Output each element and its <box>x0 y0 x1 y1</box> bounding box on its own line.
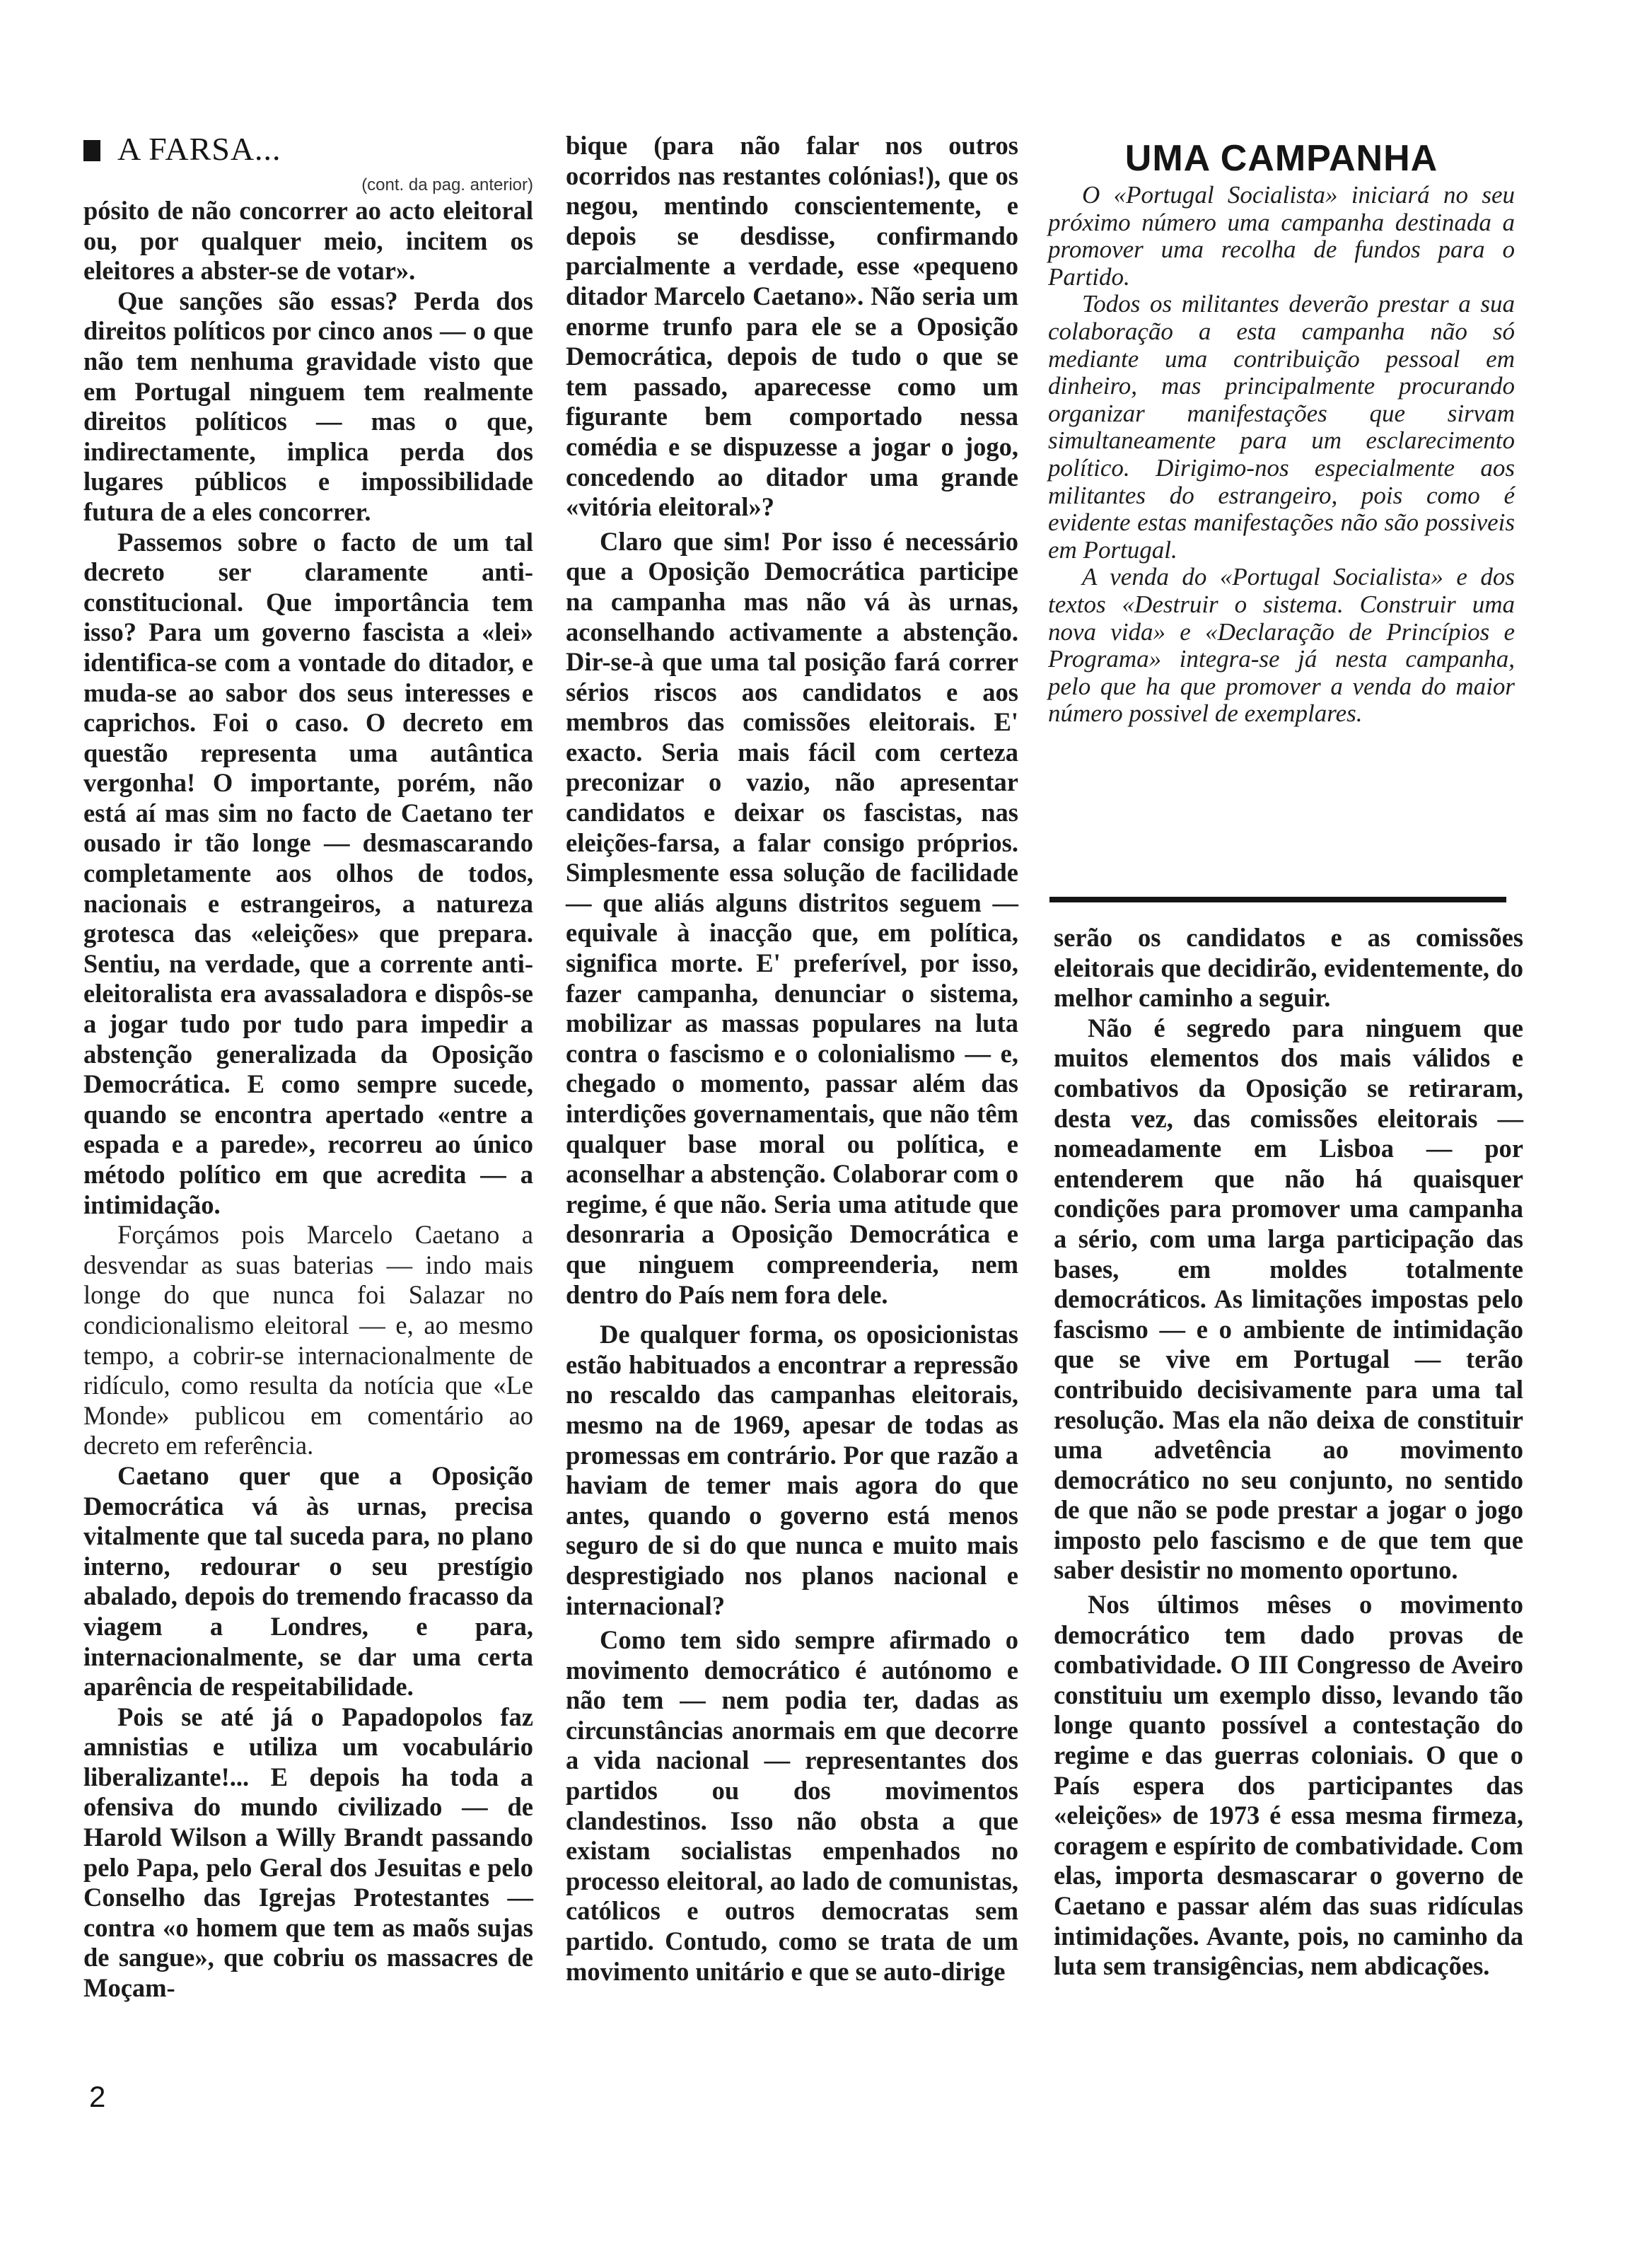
paragraph: pósito de não concorrer ao acto eleitoral ou, por qualquer meio, incitem os eleitores a abster-se de votar». <box>83 196 533 286</box>
paragraph: Como tem sido sempre afirmado o movimento democrático é autónomo e não tem — nem podia ter, dadas as circunstâncias anormais em que decorre a vida nacional — representantes dos partidos ou dos movimentos clandestinos. Isso não obsta a que existam socialistas empenhados no processo eleitoral, ao lado de comunistas, católicos e outros democratas sem partido. Contudo, como se trata de um movimento unitário e que se auto-dirige <box>566 1625 1018 1986</box>
paragraph: serão os candidatos e as comissões eleitorais que decidirão, evidentemente, do melhor caminho a seguir. <box>1054 923 1523 1013</box>
article-column-3 <box>1054 923 1523 1982</box>
square-bullet-icon <box>83 140 100 161</box>
paragraph: Caetano quer que a Oposição Democrática vá às urnas, precisa vitalmente que tal suceda para, no plano interno, redourar o seu prestígio abalado, depois do tremendo fracasso da viagem a Londres, e para, internacionalmente, se dar uma certa aparência de respeitabilidade. <box>83 1460 533 1702</box>
continuation-note: (cont. da pag. anterior) <box>361 175 533 194</box>
paragraph: bique (para não falar nos outros ocorridos nas restantes colónias!), que os negou, mentindo conscientemente, e depois se desdisse, confirmando parcialmente a verdade, esse «pequeno ditador Marcelo Caetano». Não seria um enorme trunfo para ele se a Oposição Democrática, depois de tudo o que se tem passado, aparecesse como um figurante bem comportado nessa comédia e se dispuzesse a jogar o jogo, concedendo ao ditador uma grande «vitória eleitoral»? <box>566 131 1018 522</box>
campaign-box <box>1048 138 1515 728</box>
article-heading <box>83 131 533 168</box>
campaign-paragraph: Todos os militantes deverão prestar a sua colaboração a esta campanha não só mediante uma contribuição pessoal em dinheiro, mas principalmente procurando organizar manifestações que sirvam simultaneamente para um esclarecimento político. Dirigimo-nos especialmente aos militantes do estrangeiro, pois como é evidente estas manifestações não são possiveis em Portugal. <box>1048 290 1515 564</box>
article-title: A FARSA... <box>117 131 281 167</box>
paragraph: Nos últimos mêses o movimento democrático tem dado provas de combatividade. O III Congresso de Aveiro constituiu um exemplo disso, levando tão longe quanto possível a contestação do regime e das guerras coloniais. O que o País espera dos participantes das «eleições» de 1973 é essa mesma firmeza, coragem e espírito de combatividade. Com elas, importa desmascarar o governo de Caetano e passar além das suas ridículas intimidações. Avante, pois, no caminho da luta sem transigências, nem abdicações. <box>1054 1590 1523 1981</box>
campaign-paragraph: O «Portugal Socialista» iniciará no seu próximo número uma campanha destinada a promover uma recolha de fundos para o Partido. <box>1048 181 1515 291</box>
campaign-title: UMA CAMPANHA <box>1124 138 1438 179</box>
paragraph: De qualquer forma, os oposicionistas estão habituados a encontrar a repressão no rescaldo das campanhas eleitorais, mesmo na de 1969, apesar de todas as promessas em contrário. Por que razão a haviam de temer mais agora do que antes, quando o governo está menos seguro de si do que nunca e muito mais desprestigiado nos planos nacional e internacional? <box>566 1320 1018 1620</box>
article-column-2 <box>566 131 1018 1987</box>
article-column-1 <box>83 131 533 2004</box>
paragraph: Pois se até já o Papadopolos faz amnistias e utiliza um vocabulário liberalizante!... E depois ha toda a ofensiva do mundo civilizado — de Harold Wilson a Willy Brandt passando pelo Papa, pelo Geral dos Jesuitas e pelo Conselho das Igrejas Protestantes — contra «o homem que tem as maõs sujas de sangue», que cobriu os massacres de Moçam- <box>83 1702 533 2003</box>
paragraph: Não é segredo para ninguem que muitos elementos dos mais válidos e combativos da Oposição se retiraram, desta vez, das comissões eleitorais — nomeadamente em Lisboa — por entenderem que não há quaisquer condições para promover uma campanha a sério, com uma larga participação das bases, em moldes totalmente democráticos. As limitações impostas pelo fascismo — e o ambiente de intimidação que se vive em Portugal — terão contribuido decisivamente para uma tal resolução. Mas ela não deixa de constituir uma advetência ao movimento democrático no seu conjunto, no sentido de que não se pode prestar a jogar o jogo imposto pelo fascismo e de que tem que saber desistir no momento oportuno. <box>1054 1013 1523 1585</box>
page-number: 2 <box>89 2080 106 2113</box>
paragraph: Forçámos pois Marcelo Caetano a desvendar as suas baterias — indo mais longe do que nunca foi Salazar no condicionalismo eleitoral — e, ao mesmo tempo, a cobrir-se internacionalmente de ridículo, como resulta da notícia que «Le Monde» publicou em comentário ao decreto em referência. <box>83 1220 533 1460</box>
paragraph: Passemos sobre o facto de um tal decreto ser claramente anti-constitucional. Que importância tem isso? Para um governo fascista a «lei» identifica-se com a vontade do ditador, e muda-se ao sabor dos seus interesses e caprichos. Foi o caso. O decreto em questão representa uma autântica vergonha! O importante, porém, não está aí mas sim no facto de Caetano ter ousado ir tão longe — desmascarando completamente aos olhos de todos, nacionais e estrangeiros, a natureza grotesca das «eleições» que prepara. Sentiu, na verdade, que a corrente anti-eleitoralista era avassaladora e dispôs-se a jogar tudo por tudo para impedir a abstenção generalizada da Oposição Democrática. E como sempre sucede, quando se encontra apertado «entre a espada e a parede», recorreu ao único método político em que acredita — a intimidação. <box>83 527 533 1219</box>
paragraph: Que sanções são essas? Perda dos direitos políticos por cinco anos — o que não tem nenhuma gravidade visto que em Portugal ninguem tem realmente direitos políticos — mas o que, indirectamente, implica perda dos lugares públicos e impossibilidade futura de a eles concorrer. <box>83 286 533 526</box>
paragraph: Claro que sim! Por isso é necessário que a Oposição Democrática participe na campanha mas não vá às urnas, aconselhando activamente a abstenção. Dir-se-à que uma tal posição fará correr sérios riscos aos candidatos e aos membros das comissões eleitorais. E' exacto. Seria mais fácil com certeza preconizar o vazio, não apresentar candidatos e deixar os fascistas, nas eleições-farsa, a falar consigo próprios. Simplesmente essa solução de facilidade — que aliás alguns distritos seguem — equivale à inacção que, em política, significa morte. E' preferível, por isso, fazer campanha, denunciar o sistema, mobilizar as massas populares na luta contra o fascismo e o colonialismo — e, chegado o momento, passar além das interdições governamentais, que não têm qualquer base moral ou política, e aconselhar a abstenção. Colaborar com o regime, é que não. Seria uma atitude que desonraria a Oposição Democrática e que ninguem compreenderia, nem dentro do País nem fora dele. <box>566 526 1018 1309</box>
divider-rule <box>1049 897 1506 902</box>
campaign-paragraph: A venda do «Portugal Socialista» e dos textos «Destruir o sistema. Construir uma nova vida» e «Declaração de Princípios e Programa» integra-se já nesta campanha, pelo que ha que promover a venda do maior número possivel de exemplares. <box>1048 563 1515 728</box>
